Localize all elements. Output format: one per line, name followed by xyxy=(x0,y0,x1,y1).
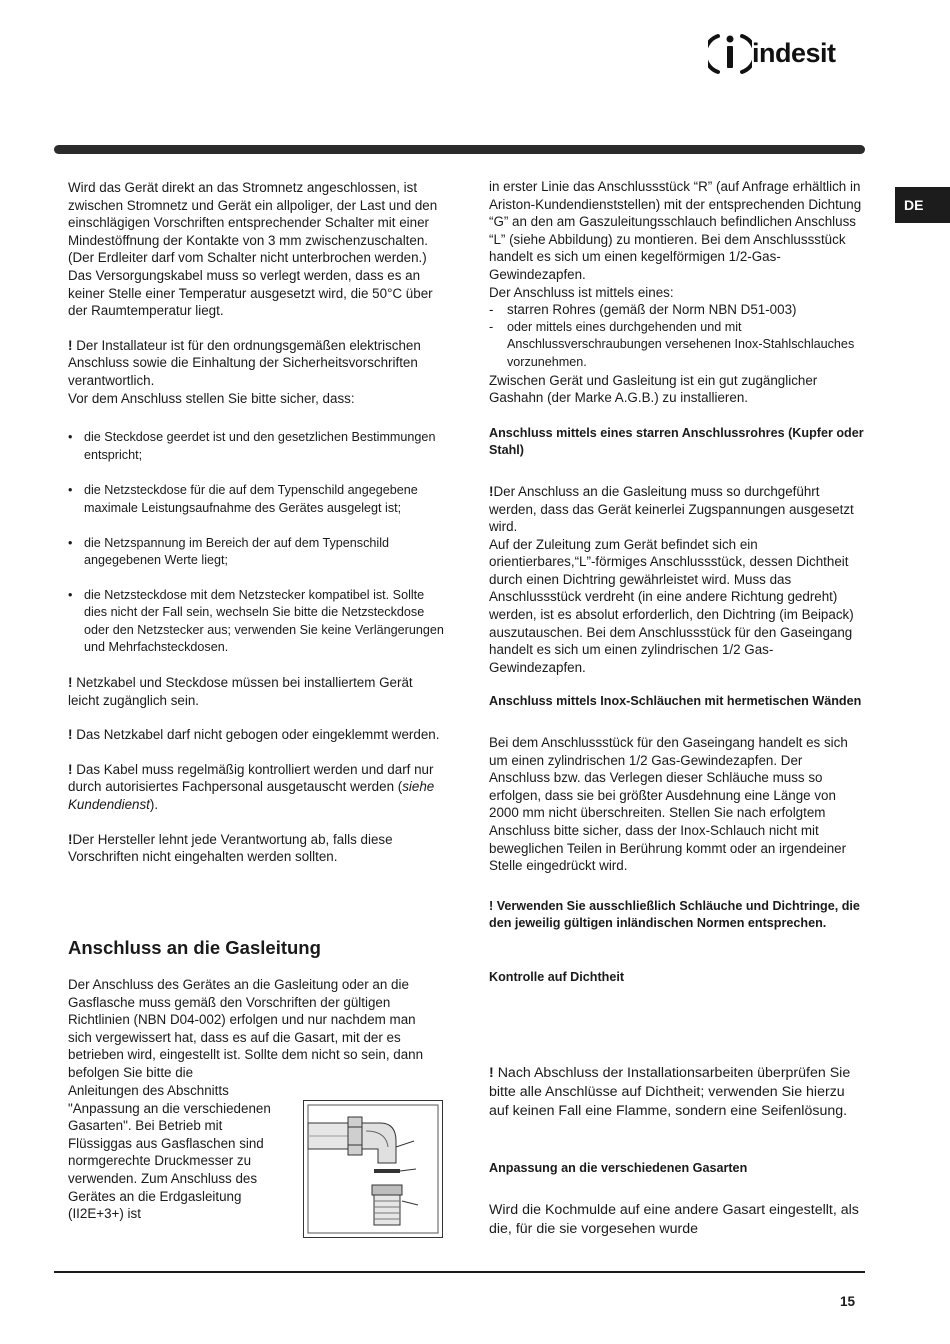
list-item: - starren Rohres (gemäß der Norm NBN D51-003) xyxy=(489,302,797,318)
page-number: 15 xyxy=(840,1294,856,1309)
gas-tap-paragraph: Zwischen Gerät und Gasleitung ist ein gut zugänglicher Gashahn (der Marke A.G.B.) zu installieren. xyxy=(489,372,818,406)
footer-rule xyxy=(54,1271,865,1273)
gas-fitting-illustration xyxy=(304,1101,442,1237)
connection-intro: Der Anschluss ist mittels eines: xyxy=(489,284,674,300)
list-item: - oder mittels eines durchgehenden und mit Anschlussverschraubungen versehenen Inox-Stahlschlauches vorzunehmen. xyxy=(489,319,855,369)
gas-adaptation-paragraph: Wird die Kochmulde auf eine andere Gasart eingestellt, als die, für die sie vorgesehen wurde xyxy=(489,1202,859,1237)
rigid-pipe-note: !Der Anschluss an die Gasleitung muss so durchgeführt werden, dass das Gerät keinerlei Zugspannungen ausgesetzt wird. xyxy=(489,483,854,535)
leak-check-paragraph: ! Nach Abschluss der Installationsarbeiten überprüfen Sie bitte alle Anschlüsse auf Dichtheit; verwenden Sie hierzu auf keinen Fall eine Flamme, sondern eine Seifenlösung. xyxy=(489,1065,851,1119)
check-intro: Vor dem Anschluss stellen Sie bitte sicher, dass: xyxy=(68,390,355,406)
warning-note: ! Das Netzkabel darf nicht gebogen oder eingeklemmt werden. xyxy=(68,727,440,743)
warning-note: !Der Hersteller lehnt jede Verantwortung ab, falls diese Vorschriften nicht eingehalten werden sollten. xyxy=(68,831,393,865)
list-item: • die Steckdose geerdet ist und den gesetzlichen Bestimmungen entspricht; xyxy=(68,429,444,464)
gas-connection-heading: Anschluss an die Gasleitung xyxy=(68,937,321,958)
brand-name: indesit xyxy=(752,38,836,68)
installer-note: ! Der Installateur ist für den ordnungsgemäßen elektrischen Anschluss sowie die Einhaltung der Sicherheitsvorschriften verantwortlich. xyxy=(68,337,421,388)
rigid-pipe-heading: Anschluss mittels eines starren Anschlussrohres (Kupfer oder Stahl) xyxy=(489,425,864,458)
gas-paragraph-narrow: Anleitungen des Abschnitts "Anpassung an die verschiedenen Gasarten". Bei Betrieb mit Flüssiggas aus Gasflaschen sind normgerechte Druckmesser zu verwenden. Zum Anschluss des Gerätes an die Erdgasleitung (II2E+3+) ist xyxy=(68,1083,271,1222)
list-item: • die Netzsteckdose für die auf dem Typenschild angegebene maximale Leistungsaufnahme des Gerätes ausgelegt ist; xyxy=(68,482,444,517)
warning-note: ! Netzkabel und Steckdose müssen bei installiertem Gerät leicht zugänglich sein. xyxy=(68,675,413,708)
inox-hose-heading: Anschluss mittels Inox-Schläuchen mit hermetischen Wänden xyxy=(489,694,862,709)
rigid-pipe-paragraph: Auf der Zuleitung zum Gerät befindet sich ein orientierbares,“L”-förmiges Anschlussstück, dessen Dichtheit durch einen Dichtring gewährleistet wird. Muss das Anschlussstück verdreht (in eine andere Richtung gedreht) werden, ist es absolut erforderlich, den Dichtring (im Beipack) auszutauschen. Bei dem Anschlussstück für den Gaseingang handelt es sich um einen zylindrischen 1/2 Gas-Gewindezapfen. xyxy=(489,536,854,675)
language-tab: DE xyxy=(895,187,950,223)
gas-adaptation-heading: Anpassung an die verschiedenen Gasarten xyxy=(489,1161,748,1175)
inox-hose-paragraph: Bei dem Anschlussstück für den Gaseingang handelt es sich um einen zylindrischen 1/2 Gas-Gewindezapfen. Der Anschluss bzw. das Verlegen dieser Schläuche muss so erfolgen, dass sie bei größter Ausdehnung eine Länge von 2000 mm nicht überschreiten. Stellen Sie nach erfolgtem Anschluss bitte sicher, dass der Inox-Schlauch nicht mit beweglichen Teilen in Berührung kommt oder an irgendeiner Stelle eingedrückt wird. xyxy=(489,735,848,874)
header-rule xyxy=(54,145,865,154)
list-item: • die Netzspannung im Bereich der auf dem Typenschild angegebenen Werte liegt; xyxy=(68,535,444,570)
list-item: • die Netzsteckdose mit dem Netzstecker kompatibel ist. Sollte dies nicht der Fall sein, wechseln Sie bitte die Netzsteckdose oder den Netzstecker aus; verwenden Sie keine Verlängerungen und Mehrfachsteckdosen. xyxy=(68,587,444,657)
right-column xyxy=(489,178,865,987)
indesit-logo xyxy=(708,28,868,78)
left-column xyxy=(68,179,444,866)
warning-note: ! Das Kabel muss regelmäßig kontrolliert werden und darf nur durch autorisiertes Fachpersonal ausgetauscht werden (siehe Kundendienst). xyxy=(68,761,435,813)
fitting-paragraph: in erster Linie das Anschlussstück “R” (auf Anfrage erhältlich in Ariston-Kundendienststellen) mit der entsprechenden Dichtung “G” an den am Gaszuleitungsschlauch befindlichen Anschluss “L” (siehe Abbildung) zu montieren. Bei dem Anschlussstück handelt es sich um einen kegelförmigen 1/2-Gas-Gewindezapfen. xyxy=(489,179,862,282)
electrical-paragraph: Wird das Gerät direkt an das Stromnetz angeschlossen, ist zwischen Stromnetz und Gerät ein allpoliger, der Last und den einschlägigen Vorschriften entsprechender Schalter mit einer Mindestöffnung der Kontakte von 3 mm zwischenzuschalten. (Der Erdleiter darf vom Schalter nicht unterbrochen werden.) Das Versorgungskabel muss so verlegt werden, dass es an keiner Stelle einer Temperatur ausgesetzt wird, die 50°C über der Raumtemperatur liegt. xyxy=(68,180,438,319)
hose-warning: ! Verwenden Sie ausschließlich Schläuche und Dichtringe, die den jeweilig gültigen inländischen Normen entsprechen. xyxy=(489,898,860,931)
gas-fitting-figure xyxy=(303,1100,443,1238)
gas-paragraph: Der Anschluss des Gerätes an die Gasleitung oder an die Gasflasche muss gemäß den Vorschriften der gültigen Richtlinien (NBN D04-002) erfolgen und nur nachdem man sich vergewissert hat, dass es auf die Gasart, mit der es betrieben wird, eingestellt ist. Sollte dem nicht so sein, dann befolgen Sie bitte die xyxy=(68,977,424,1080)
indesit-logo-icon xyxy=(708,28,752,78)
leak-check-heading: Kontrolle auf Dichtheit xyxy=(489,969,625,984)
